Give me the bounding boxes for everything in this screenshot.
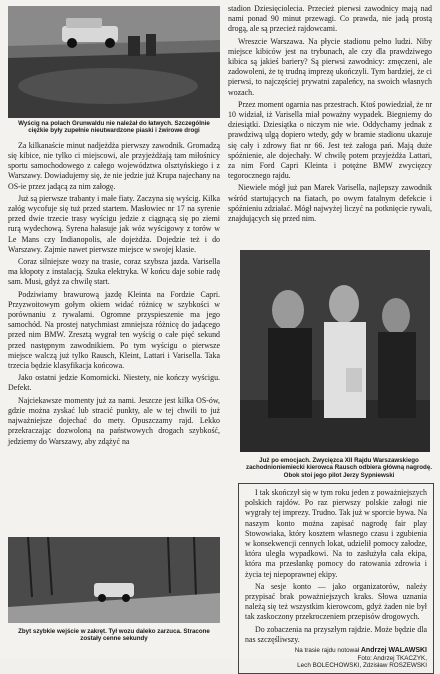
paragraph: stadion Dziesięciolecia. Przecież pierwsi zawodnicy mają nad nami ponad 90 minut przewagi. Co prawda, nie jadą prostą drogą, ale są przecież rajdowcami. [228,4,432,34]
byline [245,647,427,670]
paragraph: Niewiele mógł już pan Marek Varisella, najlepszy zawodnik wśród startujących na fiatach, po owym fatalnym defekcie i spóźnieniu zdziałać. Mógł najwyżej liczyć na potknięcie rywali, znajdujących się przed nim. [228,183,432,224]
paragraph: Do zobaczenia na przyszłym rajdzie. Może będzie dla nas szczęśliwszy. [245,624,427,644]
photo-rally-car-corner [8,537,220,623]
byline-author: Andrzej WALAWSKI [360,647,427,655]
byline-lead: Na trasie rajdu notował [294,647,360,655]
right-article-text [228,4,432,224]
paragraph: Przez moment ogarnia nas przestrach. Ktoś powiedział, że nr 10 widział, iż Varisella miał poważny wypadek. Biegniemy do dziesiątki. Dziesiątka o niczym nie wie. Oddychamy jednak z prawdziwą ulgą dopiero wtedy, gdy w bramie stadionu ukazuje się cały i zdrowy fiat nr 66. Jest też załoga pań. Mają duże spóźnienie, ale dojechały. W chwilę potem przyjeżdża Lattari, za nim Ford Capri Kleinta i potężne BMW zwycięzcy tegorocznego rajdu. [228,99,432,181]
paragraph: Jako ostatni jedzie Komornicki. Niestety, nie kończy wyścigu. Defekt. [8,373,220,393]
paragraph: Na sesje konto — jako organizatorów, należy przypisać brak poważniejszych kraks. Słowa uznania należą się też wszystkim kierowcom, gdyż żaden nie był tak zaskoczony przekroczeniem przepisów drogowych. [245,581,427,622]
photo-award-ceremony [240,250,430,452]
left-column [8,0,220,643]
photo-top-caption: Wyścig na polach Grunwaldu nie należał do łatwych. Szczególnie ciężkie były zupełnie nieutwardzone piaski i żwirowe drogi [18,120,210,135]
left-article-text [8,141,220,447]
photo-scene [8,537,220,623]
photo-credits: Foto: Andrzej TKACZYK, [357,654,427,662]
paragraph: Coraz silniejsze wozy na trasie, coraz szybsza jazda. Varisella ma kłopoty z instalacją. Szuka elektryka. W końcu daje sobie radę sam. Musi, gdyż za chwilę start. [8,257,220,287]
paragraph: I tak skończył się w tym roku jeden z poważniejszych polskich rajdów. Po raz pierwszy polskie załogi nie wygrały tej imprezy. Trudno. Tak już w sporcie bywa. Na naszym konto można zapisać nagrodę fair play Stowowiaka, który kosztem własnego czasu i zgubienia w konsekwencji cennych lokat, udzielił pomocy załodze, która uległa wypadkowi. Na to zasłużyła cała ekipa, która ma przesłankę pomocy do ratowania zdrowia i życia tej niepoprawnej ekipy. [245,488,427,579]
paragraph: Podziwiamy brawurową jazdę Kleinta na Fordzie Capri. Przyzwoitowym gołym okiem widać różnicę w szybkości w porównaniu z rywalami. Ogromne przyspieszenie ma jego samochód. Na prostej natychmiast zmniejsza różnicę do jadącego przed nim BMW. Zresztą wygrał ten wyścig o całe pięć sekund przed następnym zawodnikiem. Po tym wyścigu o pierwsze miejsce walczą już tylko Rausch, Kleint, Lattari i Varisella. Taka trzecia będzie klasyfikacja końcowa. [8,289,220,371]
photo-rally-car-top [8,6,220,118]
paragraph: Już są pierwsze trabanty i małe fiaty. Zaczyna się wyścig. Kilka załóg wycofuje się tuż przed startem. Masłowiec nr 17 na syrenie przed dwie trzecie trasy wyścigu jedzie z ciągnącą się po ziemi rurą wydechową. Syrena hałasuje jak wóz wyścigowy z torów w Le Mans czy Indianopolis, ale dojeżdża. Dojedzie też i do Warszawy. Zajmie nawet pierwsze miejsce w swojej klasie. [8,193,220,254]
photo-scene [8,6,220,118]
photo-credits-names: Lech BOLECHOWSKI, Zdzisław ROSZEWSKI [297,662,427,670]
paragraph: Za kilkanaście minut nadjeżdża pierwszy zawodnik. Gromadzą się kibice, nie tylko ci miejscowi, ale przyjeżdżają tam miłośnicy sportu samochodowego z całego województwa olsztyńskiego i z Warszawy. Dowiadujemy się, że nie jedzie już Krupa najechany na OS-ie przez jadącą za nim załogę. [8,140,220,191]
closing-box [238,483,434,674]
paragraph: Najciekawsze momenty już za nami. Jeszcze jest kilka OS-ów, gdzie można zyskać lub stracić punkty, ale w tej chwili to już najważniejsze dojechać do mety. Opuszczamy rajd. Lekko przekraczając dozwoloną na państwowych drogach szybkość, jedziemy do Warszawy, aby zdążyć na [8,395,220,446]
right-column [228,0,432,670]
paragraph: Wreszcie Warszawa. Na płycie stadionu pełno ludzi. Niby miejsce kibiców jest na trybunach, ale czy dla prawdziwego kibica są jakieś bariery? Są pierwsi zawodnicy: zmęczeni, ale zadowoleni, że tę trudną imprezę ukończyli. Tym bardziej, że ci pierwsi, to najczęściej prywatni zapaleńcy, na swoich własnych wozach. [228,36,432,97]
photo-scene [240,250,430,452]
photo-bottom-caption: Zbyt szybkie wejście w zakręt. Tył wozu daleko zarzuca. Stracone zostały cenne sekundy [18,628,210,643]
photo-award-caption: Już po emocjach. Zwycięzca XII Rajdu Warszawskiego zachodnioniemiecki kierowca Rausch odbiera główną nagrodę. Obok stoi jego pilot Jerzy Sypniewski [245,457,432,479]
